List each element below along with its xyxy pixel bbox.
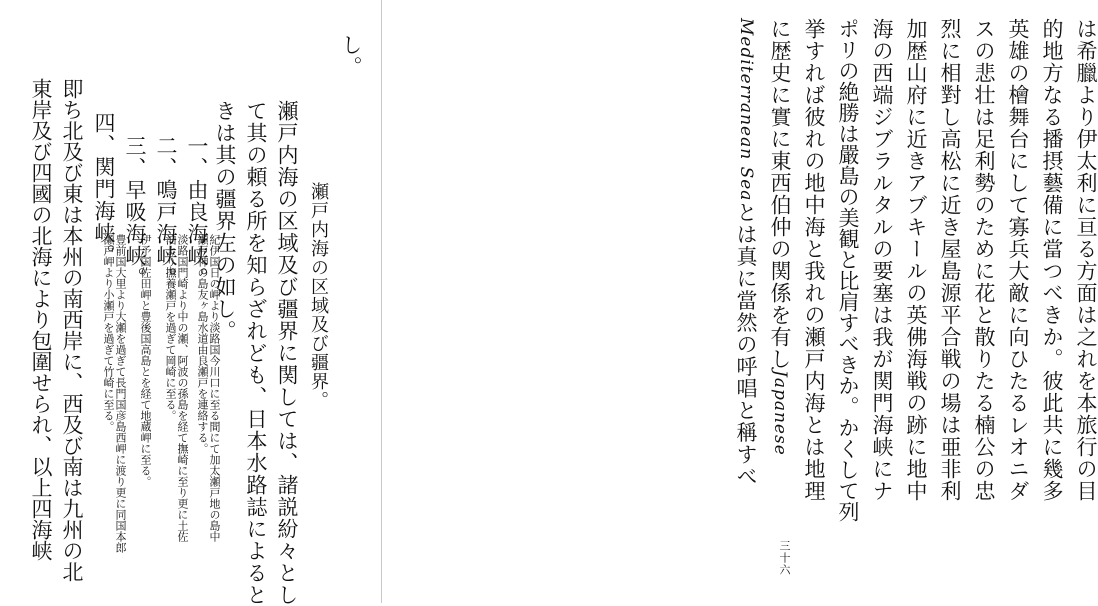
right-page [382, 0, 1098, 603]
right-column-11 [735, 18, 756, 487]
closing-column-1: 即ち北及び東は本州の南西岸に、西及び南は九州の北 [60, 78, 84, 582]
latin-mediterranean: Mediterranean Sea [736, 18, 756, 202]
section-heading: 瀬戸内海の区域及び疆界。 [308, 182, 329, 410]
strait-4-note-line-2: 瀬戸岬より小瀬戸を過ぎて竹崎に至る。 [102, 234, 115, 432]
latin-suffix: と [734, 201, 758, 224]
left-body-column-1: 瀬戸内海の区域及び疆界に関しては、諸説紛々とし [275, 100, 299, 606]
right-column-1: は希臘より伊太利に亘る方面は之れを本旅行の目 [1074, 18, 1098, 502]
right-column-2: 的地方なる播摂藝備に當つべきか。彼此共に幾多 [1040, 18, 1064, 502]
right-column-6: 加歴山府に近きアブキールの英佛海戦の跡に地中 [904, 18, 928, 502]
right-column-10 [769, 18, 790, 456]
strait-3-note: 伊予国佐田岬と豊後国高島とを経て地蔵岬に至る。 [139, 234, 152, 487]
strait-2-label: 二、鳴戸海峡。 [154, 135, 178, 289]
strait-1-label: 一、由良海峡。 [185, 135, 209, 289]
right-column-11-text: は真に當然の呼唱と稱すべ [734, 223, 758, 488]
latin-japanese: Japanese [770, 370, 790, 456]
right-column-8: ポリの絶勝は嚴島の美観と比肩すべきか。かくして列 [836, 18, 860, 522]
page-number: 三十六 [778, 540, 791, 576]
strait-1-note-line-1: 紀伊国日の岬より淡路国今川口に至る間にて加太瀬戸地の島中 [208, 234, 221, 542]
left-body-column-2: て其の頼る所を知らざれども、日本水路誌によると [244, 100, 268, 606]
closing-column-2: 東岸及び四國の北海により包圍せられ、以上四海峡 [29, 78, 53, 561]
right-column-3: 英雄の檜舞台にして寡兵大敵に向ひたるレオニダ [1006, 18, 1030, 502]
right-column-7: 海の西端ジブラルタルの要塞は我が関門海峡にナ [870, 18, 894, 502]
left-body-column-3: きは其の疆界左の如し。 [213, 100, 237, 342]
strait-1-note-line-2: 瀬戸神の島友ヶ島水道由良瀬戸を連絡する。 [196, 234, 209, 454]
strait-4-note-line-1: 豊前国大里より大瀬を過ぎて長門国彦島西岬に渡り更に同国本郎 [114, 234, 127, 553]
right-column-9: 挙すれば彼れの地中海と我れの瀬戸内海とは地理 [802, 18, 826, 502]
left-page [0, 0, 381, 606]
right-column-10-text: に歴史に實に東西伯仲の関係を有し [768, 18, 792, 370]
left-column-closing-syllable: し。 [339, 34, 363, 78]
strait-2-note-line-2: 泊より撫養瀬戸を過ぎて岡崎に至る。 [164, 234, 177, 421]
strait-3-label: 三、早吸海峡。 [123, 135, 147, 289]
strait-2-note-line-1: 淡路国門崎より中の瀬、阿波の孫島を経て撫崎に至り更に土佐 [176, 234, 189, 542]
right-column-5: 烈に相對し高松に近き屋島源平合戦の場は亜非利 [938, 18, 962, 502]
right-column-4: スの悲壮は足利勢のために花と散りたる楠公の忠 [972, 18, 996, 502]
strait-4-label: 四、関門海峡。 [92, 112, 116, 266]
